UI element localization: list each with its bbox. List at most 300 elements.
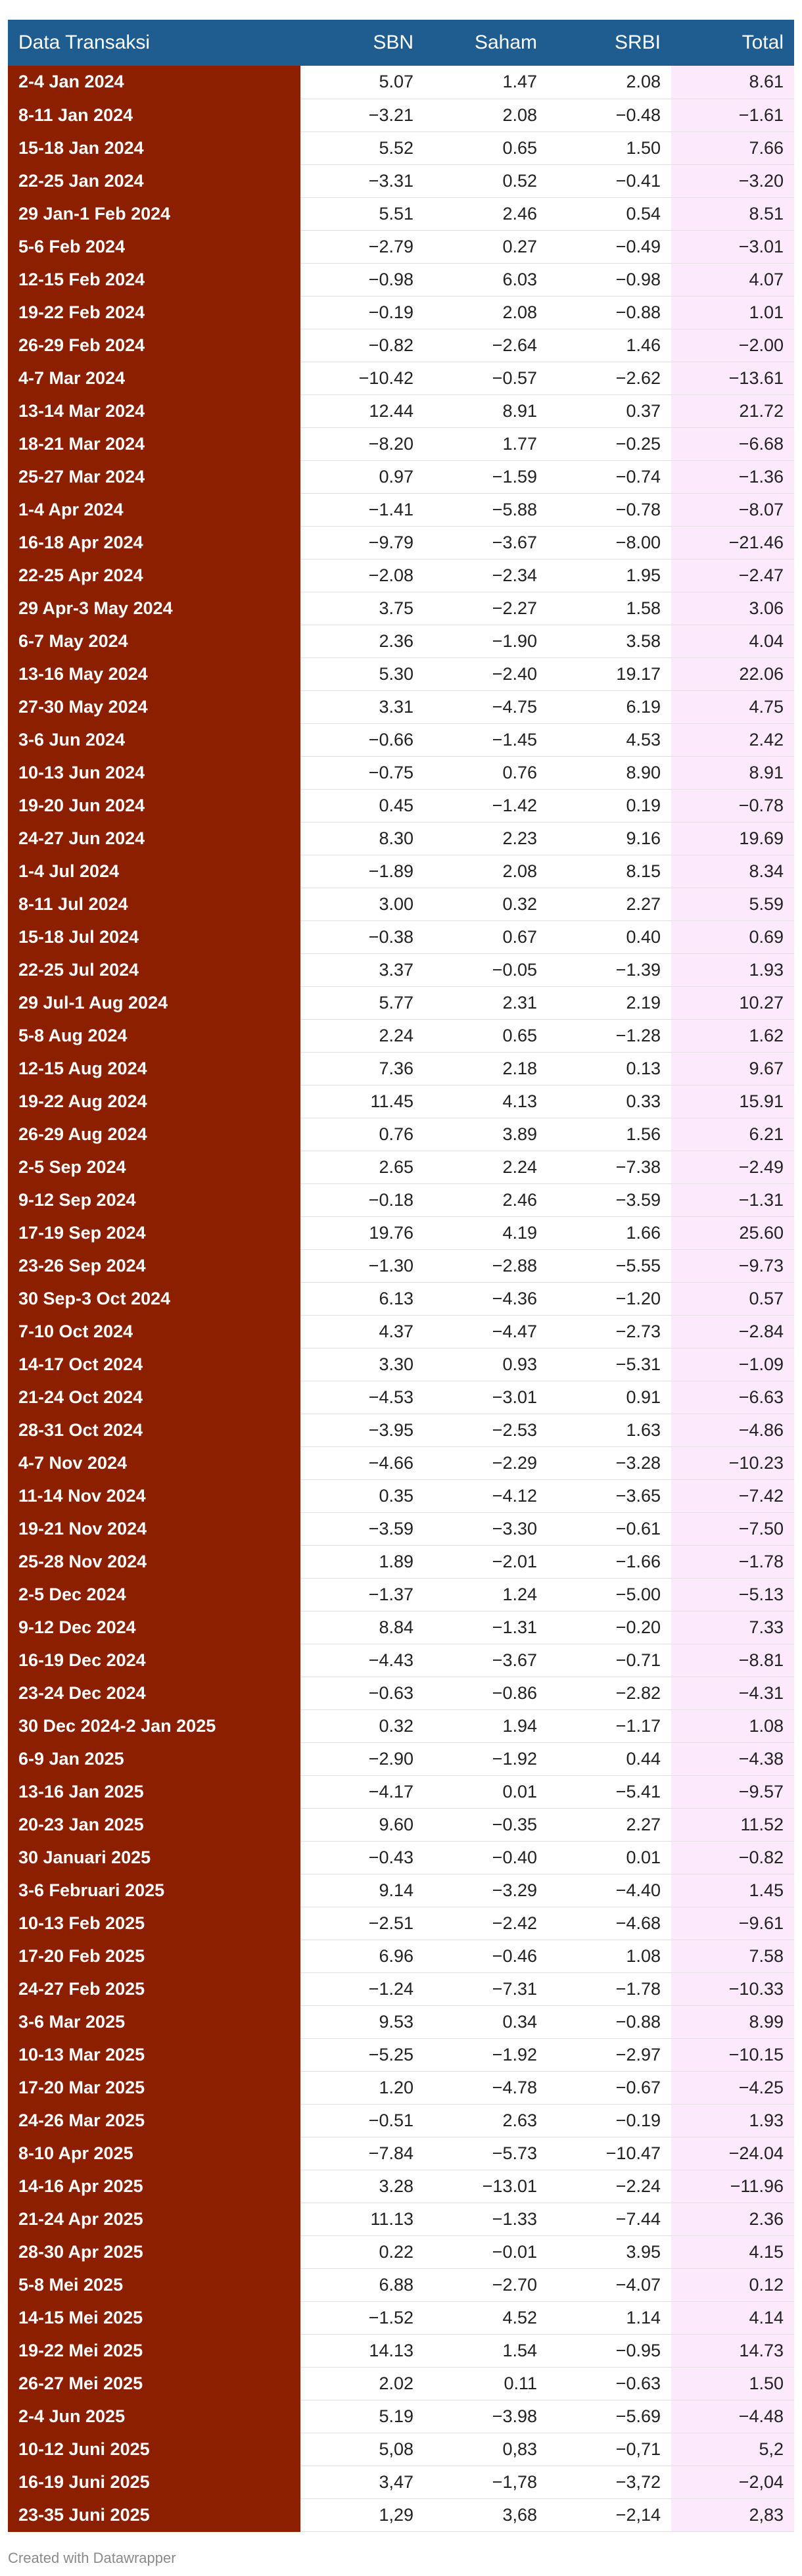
sbn-cell: 19.76	[300, 1216, 424, 1249]
table-row	[8, 2334, 794, 2367]
saham-cell: −2.42	[424, 1907, 548, 1940]
period-cell: 5-6 Feb 2024	[8, 230, 300, 263]
table-row	[8, 657, 794, 690]
sbn-cell: 3.31	[300, 690, 424, 723]
header-row	[8, 20, 794, 66]
table-row	[8, 1282, 794, 1315]
total-cell: 8.51	[671, 197, 794, 230]
srbi-cell: −10.47	[548, 2137, 671, 2170]
sbn-cell: 2.65	[300, 1151, 424, 1183]
total-cell: −8.81	[671, 1644, 794, 1677]
table-row	[8, 1578, 794, 1611]
saham-cell: 4.19	[424, 1216, 548, 1249]
sbn-cell: 0.76	[300, 1118, 424, 1151]
total-cell: −4.25	[671, 2071, 794, 2104]
table-row	[8, 1085, 794, 1118]
period-cell: 5-8 Mei 2025	[8, 2268, 300, 2301]
total-cell: 4.75	[671, 690, 794, 723]
sbn-cell: −7.84	[300, 2137, 424, 2170]
sbn-cell: −1.52	[300, 2301, 424, 2334]
saham-cell: 1.24	[424, 1578, 548, 1611]
table-row	[8, 1479, 794, 1512]
period-cell: 3-6 Februari 2025	[8, 1874, 300, 1907]
srbi-cell: −0.41	[548, 164, 671, 197]
total-cell: −2,04	[671, 2466, 794, 2498]
srbi-cell: −1.28	[548, 1019, 671, 1052]
total-cell: −13.61	[671, 362, 794, 394]
period-cell: 26-29 Aug 2024	[8, 1118, 300, 1151]
table-row	[8, 920, 794, 953]
sbn-cell: −10.42	[300, 362, 424, 394]
period-cell: 3-6 Mar 2025	[8, 2005, 300, 2038]
total-cell: −2.47	[671, 559, 794, 592]
total-cell: −1.31	[671, 1183, 794, 1216]
period-cell: 2-5 Dec 2024	[8, 1578, 300, 1611]
srbi-cell: 9.16	[548, 822, 671, 855]
total-cell: −5.13	[671, 1578, 794, 1611]
total-cell: −10.15	[671, 2038, 794, 2071]
srbi-cell: −1.17	[548, 1709, 671, 1742]
sbn-cell: 1.89	[300, 1545, 424, 1578]
saham-cell: 0.01	[424, 1775, 548, 1808]
table-row	[8, 99, 794, 131]
table-row	[8, 526, 794, 559]
srbi-cell: −2.82	[548, 1677, 671, 1709]
total-cell: −21.46	[671, 526, 794, 559]
saham-cell: 4.52	[424, 2301, 548, 2334]
sbn-cell: 5.07	[300, 66, 424, 99]
period-cell: 8-11 Jan 2024	[8, 99, 300, 131]
srbi-cell: −0.78	[548, 493, 671, 526]
period-cell: 23-24 Dec 2024	[8, 1677, 300, 1709]
total-cell: 0.69	[671, 920, 794, 953]
srbi-cell: −0.20	[548, 1611, 671, 1644]
sbn-cell: −3.95	[300, 1414, 424, 1446]
period-cell: 12-15 Aug 2024	[8, 1052, 300, 1085]
table-row	[8, 1775, 794, 1808]
period-cell: 25-28 Nov 2024	[8, 1545, 300, 1578]
sbn-cell: −4.53	[300, 1381, 424, 1414]
table-row	[8, 1677, 794, 1709]
saham-cell: 0.11	[424, 2367, 548, 2400]
table-container	[8, 20, 794, 2532]
sbn-cell: −8.20	[300, 427, 424, 460]
table-row	[8, 592, 794, 625]
saham-cell: −2.40	[424, 657, 548, 690]
period-cell: 16-19 Juni 2025	[8, 2466, 300, 2498]
srbi-cell: 3.95	[548, 2235, 671, 2268]
table-row	[8, 1019, 794, 1052]
period-cell: 20-23 Jan 2025	[8, 1808, 300, 1841]
total-cell: −4.38	[671, 1742, 794, 1775]
total-cell: 7.58	[671, 1940, 794, 1972]
sbn-cell: 1,29	[300, 2498, 424, 2531]
saham-cell: 4.13	[424, 1085, 548, 1118]
period-cell: 2-4 Jan 2024	[8, 66, 300, 99]
total-cell: 1.45	[671, 1874, 794, 1907]
period-cell: 7-10 Oct 2024	[8, 1315, 300, 1348]
table-row	[8, 329, 794, 362]
saham-cell: 2.24	[424, 1151, 548, 1183]
period-cell: 16-18 Apr 2024	[8, 526, 300, 559]
srbi-cell: −0.48	[548, 99, 671, 131]
sbn-cell: 1.20	[300, 2071, 424, 2104]
sbn-cell: −0.18	[300, 1183, 424, 1216]
table-row	[8, 888, 794, 920]
saham-cell: −2.88	[424, 1249, 548, 1282]
table-row	[8, 723, 794, 756]
table-row	[8, 2466, 794, 2498]
sbn-cell: −0.98	[300, 263, 424, 296]
sbn-cell: 2.36	[300, 625, 424, 657]
sbn-cell: −0.38	[300, 920, 424, 953]
srbi-cell: 0.54	[548, 197, 671, 230]
srbi-cell: −2.24	[548, 2170, 671, 2203]
period-cell: 10-13 Feb 2025	[8, 1907, 300, 1940]
sbn-cell: 11.45	[300, 1085, 424, 1118]
srbi-cell: 3.58	[548, 625, 671, 657]
total-cell: 1.93	[671, 953, 794, 986]
srbi-cell: −0.88	[548, 296, 671, 329]
total-cell: 8.99	[671, 2005, 794, 2038]
srbi-cell: 1.56	[548, 1118, 671, 1151]
srbi-cell: −0.61	[548, 1512, 671, 1545]
sbn-cell: 8.84	[300, 1611, 424, 1644]
srbi-cell: −1.39	[548, 953, 671, 986]
total-cell: 22.06	[671, 657, 794, 690]
srbi-cell: 0.19	[548, 789, 671, 822]
srbi-cell: −0.88	[548, 2005, 671, 2038]
total-cell: 1.08	[671, 1709, 794, 1742]
saham-cell: −1.92	[424, 2038, 548, 2071]
period-cell: 3-6 Jun 2024	[8, 723, 300, 756]
sbn-cell: 3.30	[300, 1348, 424, 1381]
saham-cell: −3.29	[424, 1874, 548, 1907]
saham-cell: −0.86	[424, 1677, 548, 1709]
total-cell: −4.48	[671, 2400, 794, 2433]
table-row	[8, 1808, 794, 1841]
saham-cell: −2.70	[424, 2268, 548, 2301]
table-row	[8, 2268, 794, 2301]
sbn-cell: 5.52	[300, 131, 424, 164]
total-cell: −3.01	[671, 230, 794, 263]
saham-cell: 2.46	[424, 1183, 548, 1216]
saham-cell: −1.33	[424, 2203, 548, 2235]
period-cell: 6-9 Jan 2025	[8, 1742, 300, 1775]
sbn-cell: 3.28	[300, 2170, 424, 2203]
saham-cell: −0.57	[424, 362, 548, 394]
saham-cell: −0.46	[424, 1940, 548, 1972]
period-cell: 11-14 Nov 2024	[8, 1479, 300, 1512]
sbn-cell: −2.90	[300, 1742, 424, 1775]
period-cell: 30 Dec 2024-2 Jan 2025	[8, 1709, 300, 1742]
table-row	[8, 66, 794, 99]
period-cell: 28-30 Apr 2025	[8, 2235, 300, 2268]
table-row	[8, 1315, 794, 1348]
period-cell: 15-18 Jan 2024	[8, 131, 300, 164]
period-cell: 30 Sep-3 Oct 2024	[8, 1282, 300, 1315]
period-cell: 24-26 Mar 2025	[8, 2104, 300, 2137]
total-cell: −6.68	[671, 427, 794, 460]
saham-cell: 0,83	[424, 2433, 548, 2466]
sbn-cell: −0.19	[300, 296, 424, 329]
period-cell: 19-22 Aug 2024	[8, 1085, 300, 1118]
total-cell: −2.00	[671, 329, 794, 362]
srbi-cell: 1.14	[548, 2301, 671, 2334]
transaction-table	[8, 20, 794, 2532]
saham-cell: −7.31	[424, 1972, 548, 2005]
table-row	[8, 1874, 794, 1907]
total-cell: −24.04	[671, 2137, 794, 2170]
table-row	[8, 625, 794, 657]
srbi-cell: 19.17	[548, 657, 671, 690]
table-row	[8, 2005, 794, 2038]
srbi-cell: −3.65	[548, 1479, 671, 1512]
srbi-cell: 0.44	[548, 1742, 671, 1775]
total-cell: −2.84	[671, 1315, 794, 1348]
period-cell: 1-4 Apr 2024	[8, 493, 300, 526]
saham-cell: −1.42	[424, 789, 548, 822]
sbn-cell: −4.66	[300, 1446, 424, 1479]
saham-cell: −4.12	[424, 1479, 548, 1512]
srbi-cell: 1.95	[548, 559, 671, 592]
saham-cell: −1.59	[424, 460, 548, 493]
table-row	[8, 1512, 794, 1545]
column-header-period: Data Transaksi	[18, 32, 151, 53]
table-row	[8, 460, 794, 493]
sbn-cell: 3.75	[300, 592, 424, 625]
saham-cell: −2.34	[424, 559, 548, 592]
srbi-cell: −0.19	[548, 2104, 671, 2137]
total-cell: 10.27	[671, 986, 794, 1019]
srbi-cell: −7.38	[548, 1151, 671, 1183]
table-row	[8, 164, 794, 197]
total-cell: 4.07	[671, 263, 794, 296]
saham-cell: −2.29	[424, 1446, 548, 1479]
sbn-cell: 3,47	[300, 2466, 424, 2498]
srbi-cell: −1.66	[548, 1545, 671, 1578]
footer-credit: Created with Datawrapper	[8, 2550, 176, 2566]
period-cell: 17-20 Feb 2025	[8, 1940, 300, 1972]
total-cell: 1.50	[671, 2367, 794, 2400]
saham-cell: 2.08	[424, 296, 548, 329]
table-row	[8, 1348, 794, 1381]
srbi-cell: −0.71	[548, 1644, 671, 1677]
sbn-cell: 6.13	[300, 1282, 424, 1315]
table-row	[8, 1841, 794, 1874]
saham-cell: −2.64	[424, 329, 548, 362]
period-cell: 22-25 Apr 2024	[8, 559, 300, 592]
period-cell: 2-5 Sep 2024	[8, 1151, 300, 1183]
total-cell: 2.42	[671, 723, 794, 756]
saham-cell: 2.08	[424, 855, 548, 888]
table-row	[8, 1545, 794, 1578]
saham-cell: 0.67	[424, 920, 548, 953]
saham-cell: −4.36	[424, 1282, 548, 1315]
saham-cell: 6.03	[424, 263, 548, 296]
table-row	[8, 953, 794, 986]
srbi-cell: 1.66	[548, 1216, 671, 1249]
period-cell: 14-17 Oct 2024	[8, 1348, 300, 1381]
srbi-cell: −4.68	[548, 1907, 671, 1940]
saham-cell: 1.77	[424, 427, 548, 460]
total-cell: −11.96	[671, 2170, 794, 2203]
period-cell: 10-12 Juni 2025	[8, 2433, 300, 2466]
saham-cell: −1.92	[424, 1742, 548, 1775]
total-cell: 3.06	[671, 592, 794, 625]
srbi-cell: −5.31	[548, 1348, 671, 1381]
saham-cell: −4.75	[424, 690, 548, 723]
srbi-cell: −5.00	[548, 1578, 671, 1611]
table-row	[8, 427, 794, 460]
srbi-cell: −2.97	[548, 2038, 671, 2071]
table-row	[8, 2137, 794, 2170]
period-cell: 26-29 Feb 2024	[8, 329, 300, 362]
srbi-cell: 0.33	[548, 1085, 671, 1118]
total-cell: −1.61	[671, 99, 794, 131]
table-row	[8, 822, 794, 855]
table-row	[8, 230, 794, 263]
srbi-cell: −4.40	[548, 1874, 671, 1907]
total-cell: −4.31	[671, 1677, 794, 1709]
period-cell: 21-24 Oct 2024	[8, 1381, 300, 1414]
sbn-cell: −5.25	[300, 2038, 424, 2071]
sbn-cell: 9.60	[300, 1808, 424, 1841]
srbi-cell: −7.44	[548, 2203, 671, 2235]
period-cell: 4-7 Nov 2024	[8, 1446, 300, 1479]
total-cell: 14.73	[671, 2334, 794, 2367]
sbn-cell: 14.13	[300, 2334, 424, 2367]
period-cell: 17-20 Mar 2025	[8, 2071, 300, 2104]
total-cell: 2,83	[671, 2498, 794, 2531]
table-row	[8, 789, 794, 822]
total-cell: 4.04	[671, 625, 794, 657]
total-cell: −1.78	[671, 1545, 794, 1578]
srbi-cell: −0,71	[548, 2433, 671, 2466]
sbn-cell: −4.43	[300, 1644, 424, 1677]
table-row	[8, 2235, 794, 2268]
total-cell: −0.82	[671, 1841, 794, 1874]
srbi-cell: 2.08	[548, 66, 671, 99]
total-cell: 25.60	[671, 1216, 794, 1249]
saham-cell: 0.65	[424, 1019, 548, 1052]
sbn-cell: −0.75	[300, 756, 424, 789]
sbn-cell: −1.37	[300, 1578, 424, 1611]
srbi-cell: −3.59	[548, 1183, 671, 1216]
table-row	[8, 2071, 794, 2104]
period-cell: 13-16 May 2024	[8, 657, 300, 690]
period-cell: 14-15 Mei 2025	[8, 2301, 300, 2334]
saham-cell: −3.30	[424, 1512, 548, 1545]
total-cell: 5,2	[671, 2433, 794, 2466]
table-row	[8, 756, 794, 789]
table-row	[8, 1249, 794, 1282]
saham-cell: 0.93	[424, 1348, 548, 1381]
period-cell: 26-27 Mei 2025	[8, 2367, 300, 2400]
saham-cell: 1.94	[424, 1709, 548, 1742]
total-cell: −6.63	[671, 1381, 794, 1414]
total-cell: 8.91	[671, 756, 794, 789]
sbn-cell: 8.30	[300, 822, 424, 855]
period-cell: 19-21 Nov 2024	[8, 1512, 300, 1545]
srbi-cell: −5.69	[548, 2400, 671, 2433]
table-row	[8, 986, 794, 1019]
sbn-cell: −2.79	[300, 230, 424, 263]
table-row	[8, 2367, 794, 2400]
period-cell: 24-27 Jun 2024	[8, 822, 300, 855]
srbi-cell: −2.62	[548, 362, 671, 394]
period-cell: 19-20 Jun 2024	[8, 789, 300, 822]
srbi-cell: 0.13	[548, 1052, 671, 1085]
table-row	[8, 493, 794, 526]
sbn-cell: −0.63	[300, 1677, 424, 1709]
sbn-cell: 5.19	[300, 2400, 424, 2433]
table-row	[8, 1151, 794, 1183]
saham-cell: −4.47	[424, 1315, 548, 1348]
table-row	[8, 1381, 794, 1414]
total-cell: 8.61	[671, 66, 794, 99]
saham-cell: −2.27	[424, 592, 548, 625]
period-cell: 29 Jan-1 Feb 2024	[8, 197, 300, 230]
srbi-cell: −0.63	[548, 2367, 671, 2400]
table-header	[8, 20, 794, 66]
total-cell: 1.01	[671, 296, 794, 329]
total-cell: −10.23	[671, 1446, 794, 1479]
saham-cell: 0.34	[424, 2005, 548, 2038]
sbn-cell: 0.22	[300, 2235, 424, 2268]
period-cell: 8-10 Apr 2025	[8, 2137, 300, 2170]
sbn-cell: −9.79	[300, 526, 424, 559]
saham-cell: −1.90	[424, 625, 548, 657]
sbn-cell: 2.02	[300, 2367, 424, 2400]
sbn-cell: 5.51	[300, 197, 424, 230]
saham-cell: 3.89	[424, 1118, 548, 1151]
table-row	[8, 394, 794, 427]
saham-cell: 0.27	[424, 230, 548, 263]
sbn-cell: −1.24	[300, 1972, 424, 2005]
srbi-cell: 1.46	[548, 329, 671, 362]
srbi-cell: −0.74	[548, 460, 671, 493]
srbi-cell: 4.53	[548, 723, 671, 756]
total-cell: 9.67	[671, 1052, 794, 1085]
period-cell: 12-15 Feb 2024	[8, 263, 300, 296]
total-cell: 4.14	[671, 2301, 794, 2334]
srbi-cell: 1.08	[548, 1940, 671, 1972]
table-row	[8, 2400, 794, 2433]
srbi-cell: −0.25	[548, 427, 671, 460]
sbn-cell: −4.17	[300, 1775, 424, 1808]
total-cell: 11.52	[671, 1808, 794, 1841]
sbn-cell: 9.14	[300, 1874, 424, 1907]
table-row	[8, 1414, 794, 1446]
sbn-cell: 3.00	[300, 888, 424, 920]
saham-cell: −3.67	[424, 526, 548, 559]
sbn-cell: 5,08	[300, 2433, 424, 2466]
sbn-cell: −3.59	[300, 1512, 424, 1545]
saham-cell: 2.18	[424, 1052, 548, 1085]
period-cell: 24-27 Feb 2025	[8, 1972, 300, 2005]
saham-cell: −0.35	[424, 1808, 548, 1841]
table-row	[8, 1644, 794, 1677]
table-body	[8, 66, 794, 2531]
saham-cell: 0.65	[424, 131, 548, 164]
table-row	[8, 362, 794, 394]
column-header-saham: Saham	[474, 32, 537, 53]
sbn-cell: −2.08	[300, 559, 424, 592]
total-cell: −4.86	[671, 1414, 794, 1446]
total-cell: 19.69	[671, 822, 794, 855]
total-cell: −9.73	[671, 1249, 794, 1282]
